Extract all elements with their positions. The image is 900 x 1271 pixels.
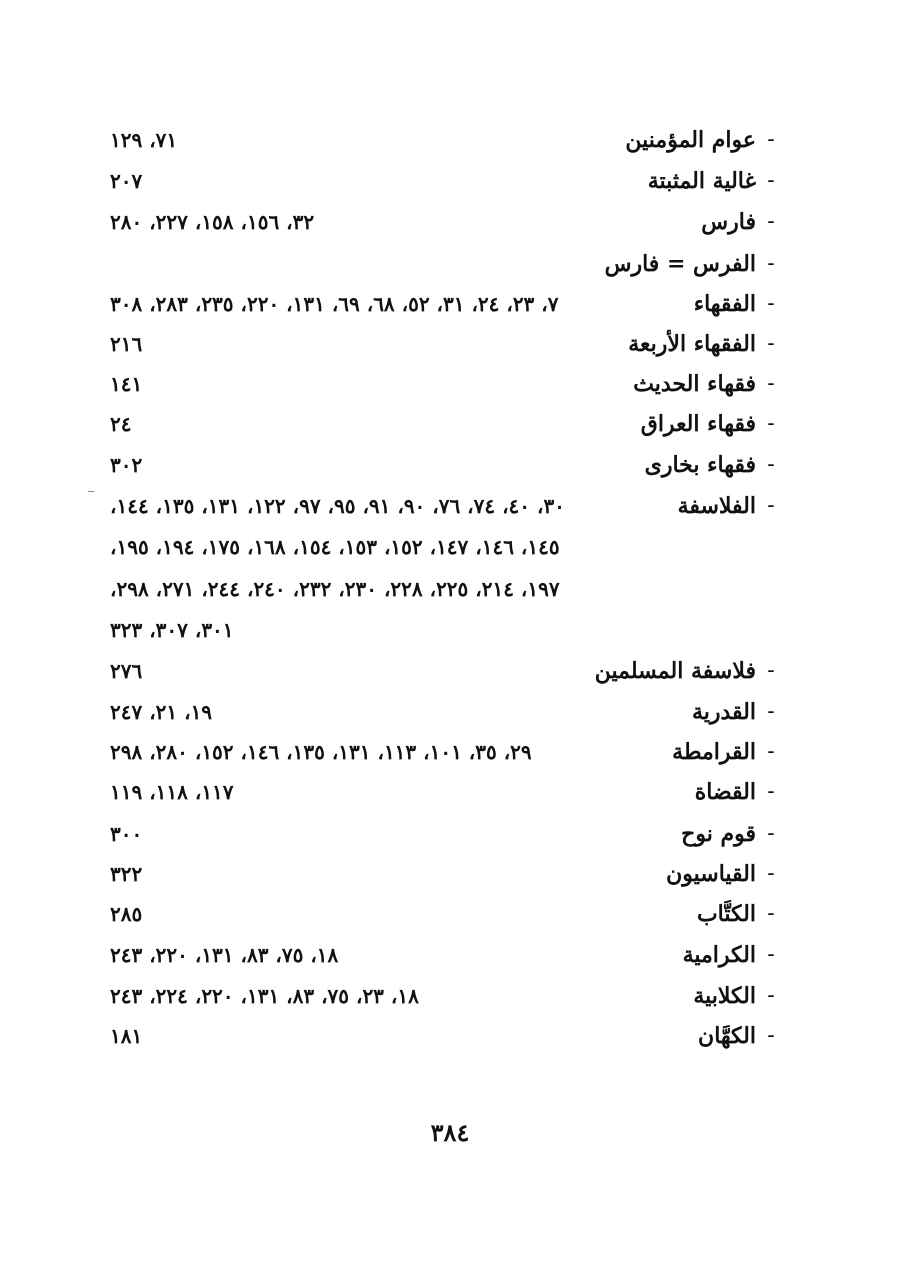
entry-dash: -: [767, 371, 775, 396]
index-entry: [110, 653, 780, 689]
index-entry: [110, 856, 780, 892]
entry-dash: -: [767, 821, 775, 846]
entry-page-refs: ٢٤: [110, 412, 132, 436]
index-entry: [110, 326, 780, 362]
entry-term: فلاسفة المسلمين: [594, 658, 756, 684]
entry-term: فقهاء الحديث: [633, 371, 756, 397]
entry-page-refs: ٧، ٢٣، ٢٤، ٣١، ٥٢، ٦٨، ٦٩، ١٣١، ٢٢٠، ٢٣٥، ٢٨٣، ٣٠٨: [110, 292, 559, 316]
entry-page-refs: ٢٠٧: [110, 169, 143, 193]
index-entry: [110, 246, 780, 282]
entry-term: الفرس = فارس: [604, 251, 756, 277]
entry-page-refs: ٣٠، ٤٠، ٧٤، ٧٦، ٩٠، ٩١، ٩٥، ٩٧، ١٢٢، ١٣١، ١٣٥، ١٤٤،: [110, 494, 565, 518]
entry-page-refs: ٣٢٢: [110, 862, 143, 886]
index-entry: [110, 122, 780, 158]
entry-page-refs: ٣٠١، ٣٠٧، ٣٢٣: [110, 618, 234, 642]
entry-dash: -: [767, 291, 775, 316]
entry-page-refs: ٣٢، ١٥٦، ١٥٨، ٢٢٧، ٢٨٠: [110, 210, 315, 234]
entry-term: الفقهاء الأربعة: [628, 331, 756, 357]
index-entry: [110, 1018, 780, 1054]
entry-dash: -: [767, 983, 775, 1008]
entry-dash: -: [767, 168, 775, 193]
index-entry: [110, 488, 780, 524]
entry-term: فقهاء بخارى: [644, 452, 756, 478]
entry-dash: -: [767, 452, 775, 477]
entry-dash: -: [767, 493, 775, 518]
entry-dash: -: [767, 779, 775, 804]
entry-page-refs: ٧١، ١٢٩: [110, 128, 178, 152]
index-entry: [110, 694, 780, 730]
entry-dash: -: [767, 739, 775, 764]
entry-page-refs: ١٤١: [110, 372, 143, 396]
entry-page-refs: ١٨، ٢٣، ٧٥، ٨٣، ١٣١، ٢٢٠، ٢٢٤، ٢٤٣: [110, 984, 419, 1008]
page-number: ٣٨٤: [430, 1118, 470, 1147]
margin-mark: [88, 491, 94, 492]
entry-page-refs: ١٨١: [110, 1024, 143, 1048]
index-entry: [110, 366, 780, 402]
index-entry: [110, 529, 780, 565]
entry-term: القرامطة: [672, 739, 756, 765]
entry-dash: -: [767, 861, 775, 886]
entry-page-refs: ٢٨٥: [110, 902, 143, 926]
entry-term: فارس: [701, 209, 756, 235]
entry-term: القياسيون: [666, 861, 756, 887]
index-entry: [110, 937, 780, 973]
entry-dash: -: [767, 411, 775, 436]
index-entry: [110, 571, 780, 607]
entry-dash: -: [767, 251, 775, 276]
entry-dash: -: [767, 658, 775, 683]
entry-page-refs: ٢١٦: [110, 332, 143, 356]
index-entry: [110, 204, 780, 240]
index-entry: [110, 978, 780, 1014]
entry-term: الفقهاء: [693, 291, 756, 317]
entry-page-refs: ٢٧٦: [110, 659, 143, 683]
entry-dash: -: [767, 901, 775, 926]
entry-term: الكرامية: [682, 942, 756, 968]
entry-dash: -: [767, 699, 775, 724]
entry-dash: -: [767, 127, 775, 152]
index-entry: [110, 896, 780, 932]
index-entry: [110, 734, 780, 770]
entry-term: غالية المثبتة: [647, 168, 756, 194]
entry-term: عوام المؤمنين: [625, 127, 756, 153]
entry-page-refs: ١٤٥، ١٤٦، ١٤٧، ١٥٢، ١٥٣، ١٥٤، ١٦٨، ١٧٥، ١٩٤، ١٩٥،: [110, 535, 560, 559]
index-entry: [110, 816, 780, 852]
entry-page-refs: ١٩٧، ٢١٤، ٢٢٥، ٢٢٨، ٢٣٠، ٢٣٢، ٢٤٠، ٢٤٤، ٢٧١، ٢٩٨،: [110, 577, 560, 601]
entry-term: القدرية: [691, 699, 756, 725]
index-entry: [110, 286, 780, 322]
entry-dash: -: [767, 1023, 775, 1048]
entry-term: القضاة: [694, 779, 756, 805]
entry-dash: -: [767, 209, 775, 234]
index-entry: [110, 163, 780, 199]
index-entry: [110, 774, 780, 810]
entry-term: الكلابية: [693, 983, 756, 1009]
entry-term: قوم نوح: [681, 821, 756, 847]
entry-page-refs: ١١٧، ١١٨، ١١٩: [110, 780, 234, 804]
index-entry: [110, 612, 780, 648]
entry-page-refs: ١٨، ٧٥، ٨٣، ١٣١، ٢٢٠، ٢٤٣: [110, 943, 339, 967]
index-entry: [110, 447, 780, 483]
entry-page-refs: ١٩، ٢١، ٢٤٧: [110, 700, 213, 724]
entry-page-refs: ٣٠٢: [110, 453, 143, 477]
entry-term: الكتَّاب: [696, 901, 756, 927]
entry-term: فقهاء العراق: [640, 411, 756, 437]
entry-term: الكهَّان: [698, 1023, 756, 1049]
entry-term: الفلاسفة: [677, 493, 756, 519]
entry-dash: -: [767, 331, 775, 356]
index-entry: [110, 406, 780, 442]
entry-dash: -: [767, 942, 775, 967]
entry-page-refs: ٢٩، ٣٥، ١٠١، ١١٣، ١٣١، ١٣٥، ١٤٦، ١٥٢، ٢٨٠، ٢٩٨: [110, 740, 532, 764]
entry-page-refs: ٣٠٠: [110, 822, 143, 846]
